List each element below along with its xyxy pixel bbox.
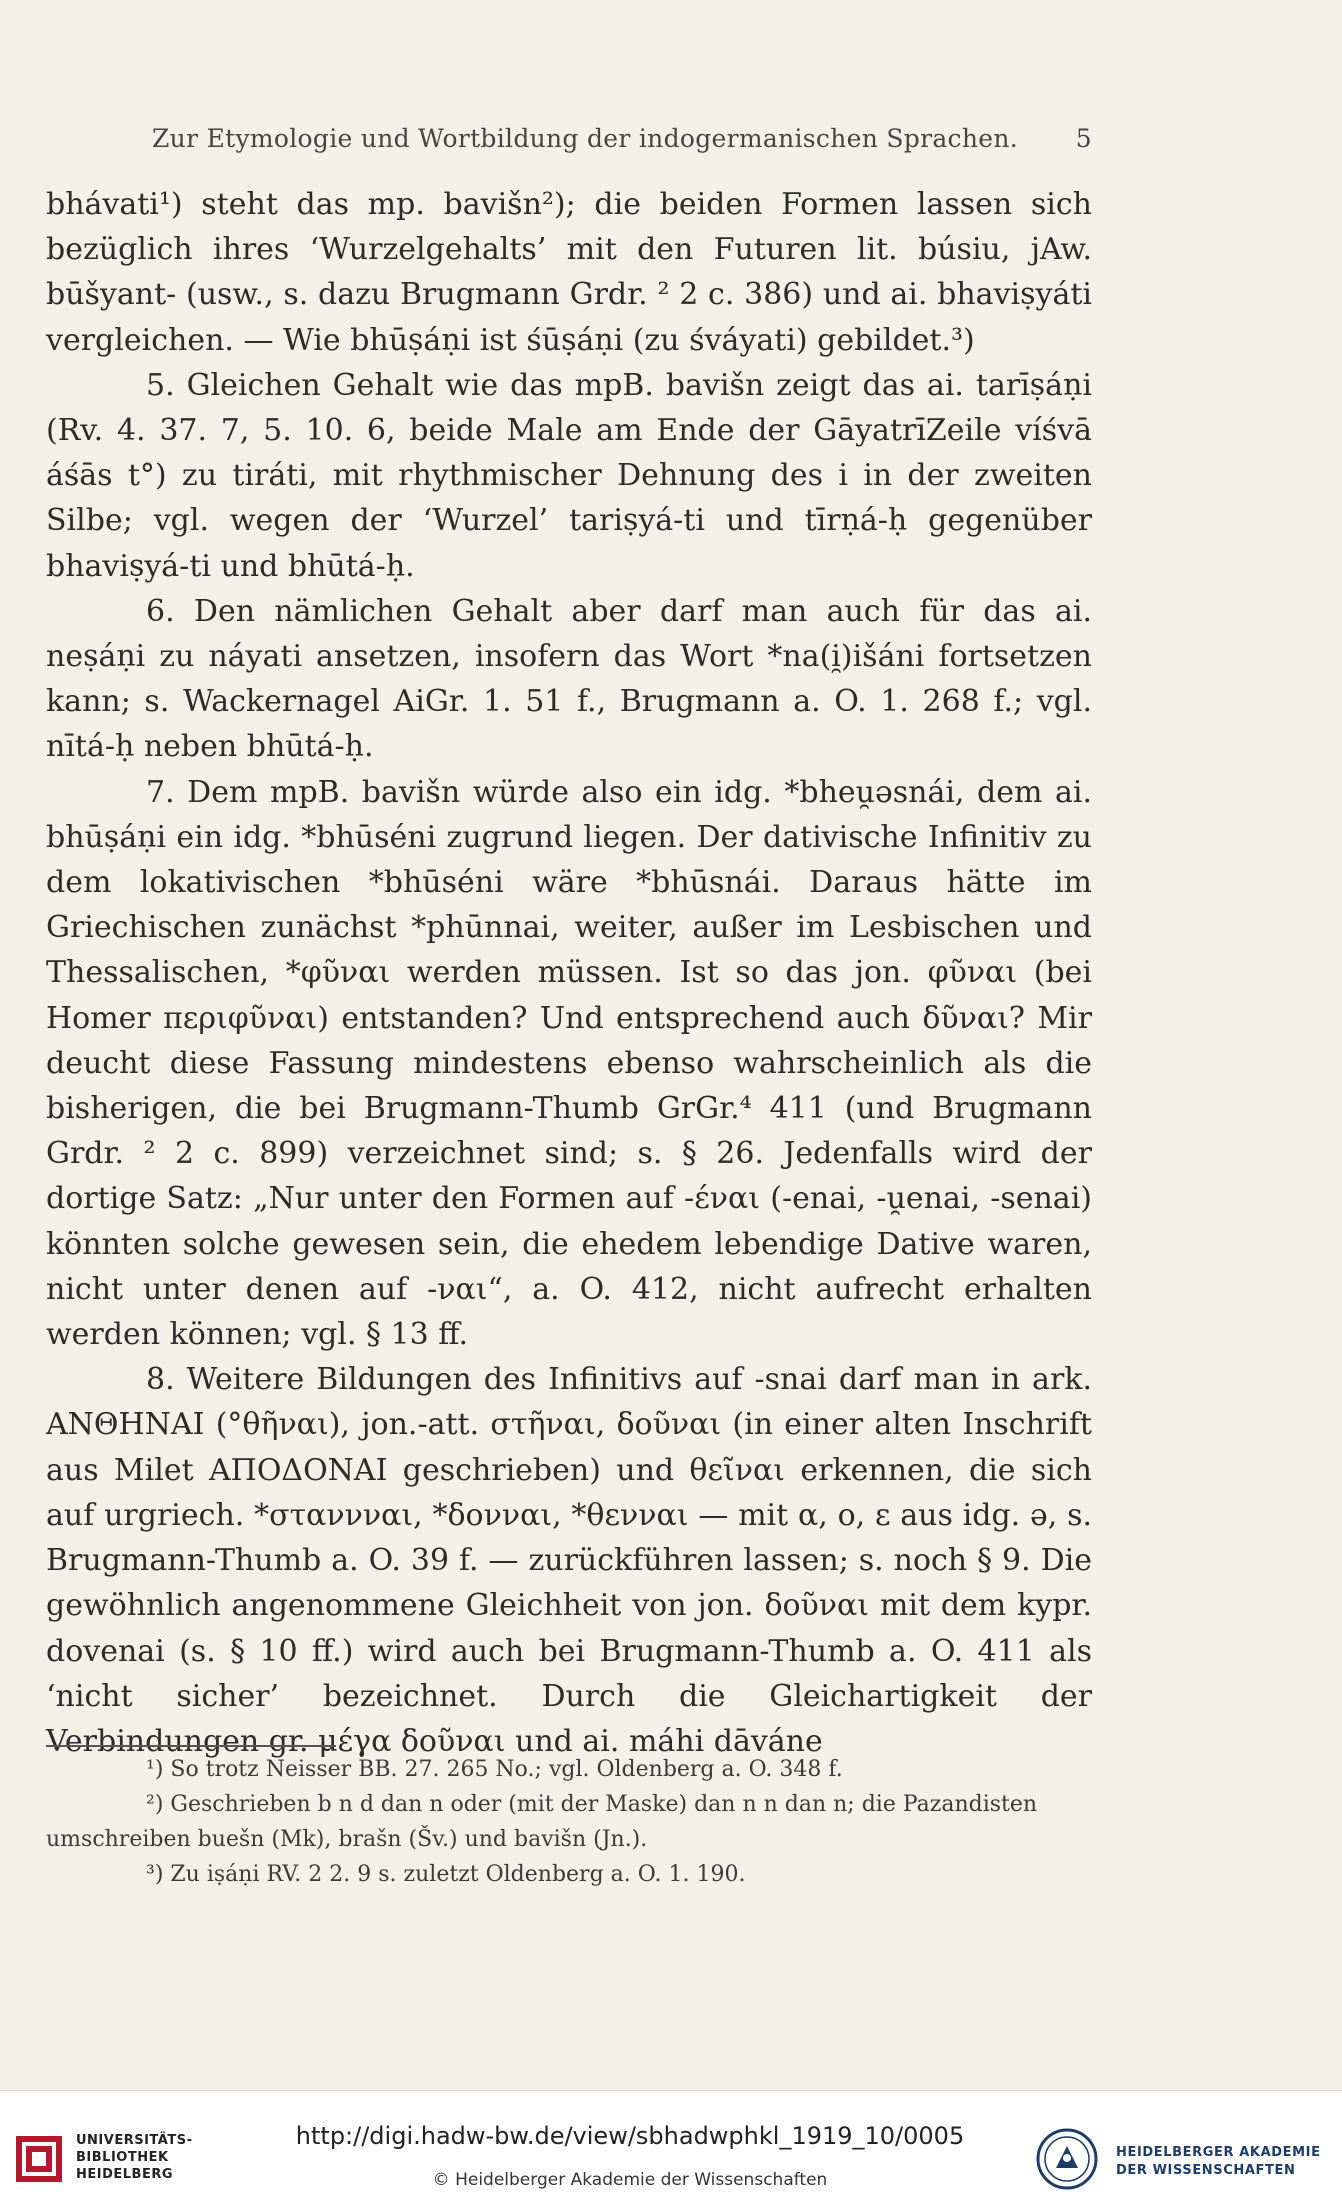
uni-name-line-2: BIBLIOTHEK (76, 2150, 169, 2165)
permalink-link[interactable]: http://digi.hadw-bw.de/view/sbhadwphkl_1919_10/0005 (295, 2122, 965, 2150)
paragraph-5: 5. Gleichen Gehalt wie das mpB. bavišn zeigt das ai. tarīṣáṇi (Rv. 4. 37. 7, 5. 10. 6, beide Male am Ende der GāyatrīZeile víśvā áśās t°) zu tiráti, mit rhythmischer Dehnung des i in der zweiten Silbe; vgl. wegen der ‘Wurzel’ tariṣyá-ti und tīrṇá-ḥ gegenüber bhaviṣyá-ti und bhūtá-ḥ. (46, 367, 1092, 584)
running-header (152, 124, 1092, 153)
paragraph-7: 7. Dem mpB. bavišn würde also ein idg. *bheu̯əsnái, dem ai. bhūṣáṇi ein idg. *bhūséni zugrund liegen. Der dativische Infinitiv zu dem lokativischen *bhūséni wäre *bhūsnái. Daraus hätte im Griechischen zunächst *phūnnai, weiter, außer im Lesbischen und Thessalischen, *φῦναι werden müssen. Ist so das jon. φῦναι (bei Homer περιφῦναι) entstanden? Und entsprechend auch δῦναι? Mir deucht diese Fassung mindestens ebenso wahrscheinlich als die bisherigen, die bei Brugmann-Thumb GrGr.⁴ 411 (und Brugmann Grdr. ² 2 c. 899) verzeichnet sind; s. § 26. Jedenfalls wird der dortige Satz: „Nur unter den Formen auf -έναι (-enai, -u̯enai, -senai) könnten solche gewesen sein, die ehedem lebendige Dative waren, nicht unter denen auf -ναι“, a. O. 412, nicht aufrecht erhalten werden können; vgl. § 13 ff. (46, 774, 1092, 1353)
footnotes (46, 1752, 1092, 1892)
copyright-notice: © Heidelberger Akademie der Wissenschaften (432, 2170, 828, 2190)
body-text (46, 182, 1092, 1764)
paragraph-6: 6. Den nämlichen Gehalt aber darf man auch für das ai. neṣáṇi zu náyati ansetzen, insofern das Wort *na(i̯)išáni fortsetzen kann; s. Wackernagel AiGr. 1. 51 f., Brugmann a. O. 1. 268 f.; vgl. nītá-ḥ neben bhūtá-ḥ. (46, 593, 1092, 765)
paragraph-8: 8. Weitere Bildungen des Infinitivs auf -snai darf man in ark. ΑΝΘΗΝΑΙ (°θῆναι), jon.-att. στῆναι, δοῦναι (in einer alten Inschrift aus Milet ΑΠΟΔΟΝΑΙ geschrieben) und θεῖναι erkennen, die sich auf urgriech. *σταννναι, *δονναι, *θενναι — mit α, ο, ε aus idg. ə, s. Brugmann-Thumb a. O. 39 f. — zurückführen lassen; s. noch § 9. Die gewöhnlich angenommene Gleichheit von jon. δοῦναι mit dem kypr. dovenai (s. § 10 ff.) wird auch bei Brugmann-Thumb a. O. 411 als ‘nicht sicher’ bezeichnet. Durch die Gleichartigkeit der Verbindungen gr. μέγα δοῦναι und ai. máhi dāváne (46, 1362, 1092, 1759)
academy-name-line-2: DER WISSENSCHAFTEN (1116, 2163, 1296, 2178)
academy-seal-icon[interactable] (1036, 2128, 1098, 2190)
university-library-name[interactable] (76, 2132, 196, 2183)
footnote-1: ¹) So trotz Neisser BB. 27. 265 No.; vgl. Oldenberg a. O. 348 f. (146, 1757, 843, 1782)
academy-name[interactable] (1116, 2144, 1336, 2180)
header-title: Zur Etymologie und Wortbildung der indogermanischen Sprachen. (152, 124, 1018, 153)
uni-name-line-3: HEIDELBERG (76, 2167, 174, 2182)
footnote-2: ²) Geschrieben b n d dan n oder (mit der Maske) dan n n dan n; die Pazandisten umschreiben buešn (Mk), brašn (Šv.) und bavišn (Jn.). (46, 1792, 1038, 1852)
university-library-logo-icon[interactable] (14, 2134, 64, 2184)
uni-name-line-1: UNIVERSITÄTS- (76, 2133, 193, 2148)
footnote-divider (46, 1745, 336, 1747)
page-number: 5 (1075, 124, 1092, 153)
footnote-3: ³) Zu iṣáṇi RV. 2 2. 9 s. zuletzt Oldenberg a. O. 1. 190. (146, 1862, 746, 1887)
paragraph-bhavati: bhávati¹) steht das mp. bavišn²); die beiden Formen lassen sich bezüglich ihres ‘Wurzelgehalts’ mit den Futuren lit. búsiu, jAw. būšyant- (usw., s. dazu Brugmann Grdr. ² 2 c. 386) und ai. bhaviṣyáti vergleichen. — Wie bhūṣáṇi ist śūṣáṇi (zu śváyati) gebildet.³) (46, 187, 1092, 358)
academy-name-line-1: HEIDELBERGER AKADEMIE (1116, 2145, 1321, 2160)
